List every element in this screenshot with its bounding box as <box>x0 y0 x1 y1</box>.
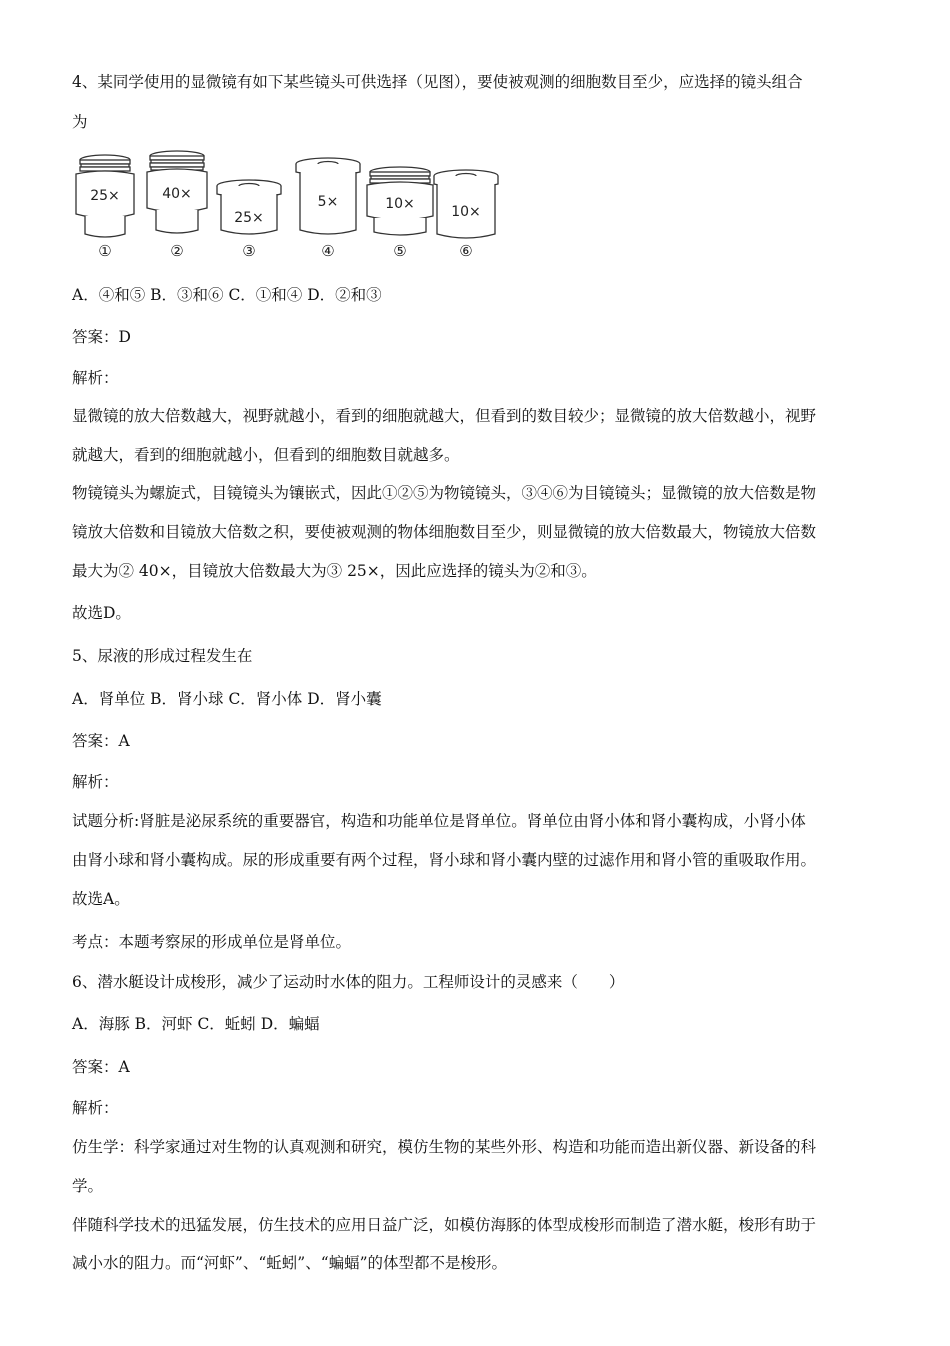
lens-4-eyepiece <box>296 158 360 234</box>
q6-analysis-line: 减小水的阻力。而“河虾”、“蚯蚓”、“蝙蝠”的体型都不是梭形。 <box>72 1254 508 1272</box>
q6-analysis-line: 仿生学：科学家通过对生物的认真观测和研究，模仿生物的某些外形、构造和功能而造出新仪器、新设备的科 <box>72 1138 817 1156</box>
lens-6-index: ⑥ <box>459 242 473 260</box>
lens-6-magnification: 10× <box>451 204 481 220</box>
lens-6-eyepiece <box>434 170 498 238</box>
q4-analysis-line: 物镜镜头为螺旋式，目镜镜头为镶嵌式，因此①②⑤为物镜镜头，③④⑥为目镜镜头；显微镜的放大倍数是物 <box>72 484 817 502</box>
lens-2-magnification: 40× <box>162 186 192 202</box>
q6-stem: 6、潜水艇设计成梭形，减少了运动时水体的阻力。工程师设计的灵感来（ ） <box>72 973 625 991</box>
q5-options: A．肾单位 B．肾小球 C．肾小体 D．肾小囊 <box>72 690 382 708</box>
lens-5-magnification: 10× <box>385 196 415 212</box>
lens-5-index: ⑤ <box>393 242 407 260</box>
q5-point: 考点：本题考察尿的形成单位是肾单位。 <box>72 933 352 951</box>
q5-analysis-line: 故选A。 <box>72 890 130 908</box>
q5-answer: 答案：A <box>72 732 130 750</box>
q4-analysis-line: 最大为② 40×，目镜放大倍数最大为③ 25×，因此应选择的镜头为②和③。 <box>72 562 597 580</box>
q6-answer: 答案：A <box>72 1058 130 1076</box>
q4-answer: 答案：D <box>72 328 131 346</box>
q4-options: A．④和⑤ B．③和⑥ C．①和④ D．②和③ <box>72 286 382 304</box>
q5-analysis-line: 试题分析:肾脏是泌尿系统的重要器官，构造和功能单位是肾单位。肾单位由肾小体和肾小囊构成，小肾小体 <box>72 812 806 830</box>
q4-analysis-line: 镜放大倍数和目镜放大倍数之积，要使被观测的物体细胞数目至少，则显微镜的放大倍数最大，物镜放大倍数 <box>72 523 817 541</box>
lens-5-objective <box>367 167 433 235</box>
q4-stem-line2: 为 <box>72 113 88 131</box>
lens-3-magnification: 25× <box>234 210 264 226</box>
lens-4-index: ④ <box>321 242 335 260</box>
lens-2-objective <box>147 151 207 233</box>
q6-analysis-line: 学。 <box>72 1177 104 1195</box>
q4-conclusion: 故选D。 <box>72 604 131 622</box>
q6-options: A．海豚 B．河虾 C．蚯蚓 D．蝙蝠 <box>72 1015 320 1033</box>
q5-analysis-line: 由肾小球和肾小囊构成。尿的形成重要有两个过程，肾小球和肾小囊内壁的过滤作用和肾小管的重吸取作用。 <box>72 851 817 869</box>
lens-2-index: ② <box>170 242 184 260</box>
lens-3-index: ③ <box>242 242 256 260</box>
lens-3-eyepiece <box>217 180 281 234</box>
q6-analysis-line: 伴随科学技术的迅猛发展，仿生技术的应用日益广泛，如模仿海豚的体型成梭形而制造了潜水艇，梭形有助于 <box>72 1216 817 1234</box>
q5-analysis-label: 解析： <box>72 773 119 791</box>
q4-analysis-line: 就越大，看到的细胞就越小，但看到的细胞数目就越多。 <box>72 446 460 464</box>
q4-stem-line1: 4、某同学使用的显微镜有如下某些镜头可供选择（见图），要使被观测的细胞数目至少，应选择的镜头组合 <box>72 73 803 91</box>
lens-1-index: ① <box>98 242 112 260</box>
lens-4-magnification: 5× <box>317 194 339 210</box>
q5-stem: 5、尿液的形成过程发生在 <box>72 647 253 665</box>
q4-analysis-label: 解析： <box>72 369 119 387</box>
microscope-lenses-figure <box>70 150 510 262</box>
q4-analysis-line: 显微镜的放大倍数越大，视野就越小，看到的细胞就越大，但看到的数目较少；显微镜的放大倍数越小，视野 <box>72 407 817 425</box>
lens-1-magnification: 25× <box>90 188 120 204</box>
lens-1-objective <box>76 155 134 237</box>
q6-analysis-label: 解析： <box>72 1099 119 1117</box>
